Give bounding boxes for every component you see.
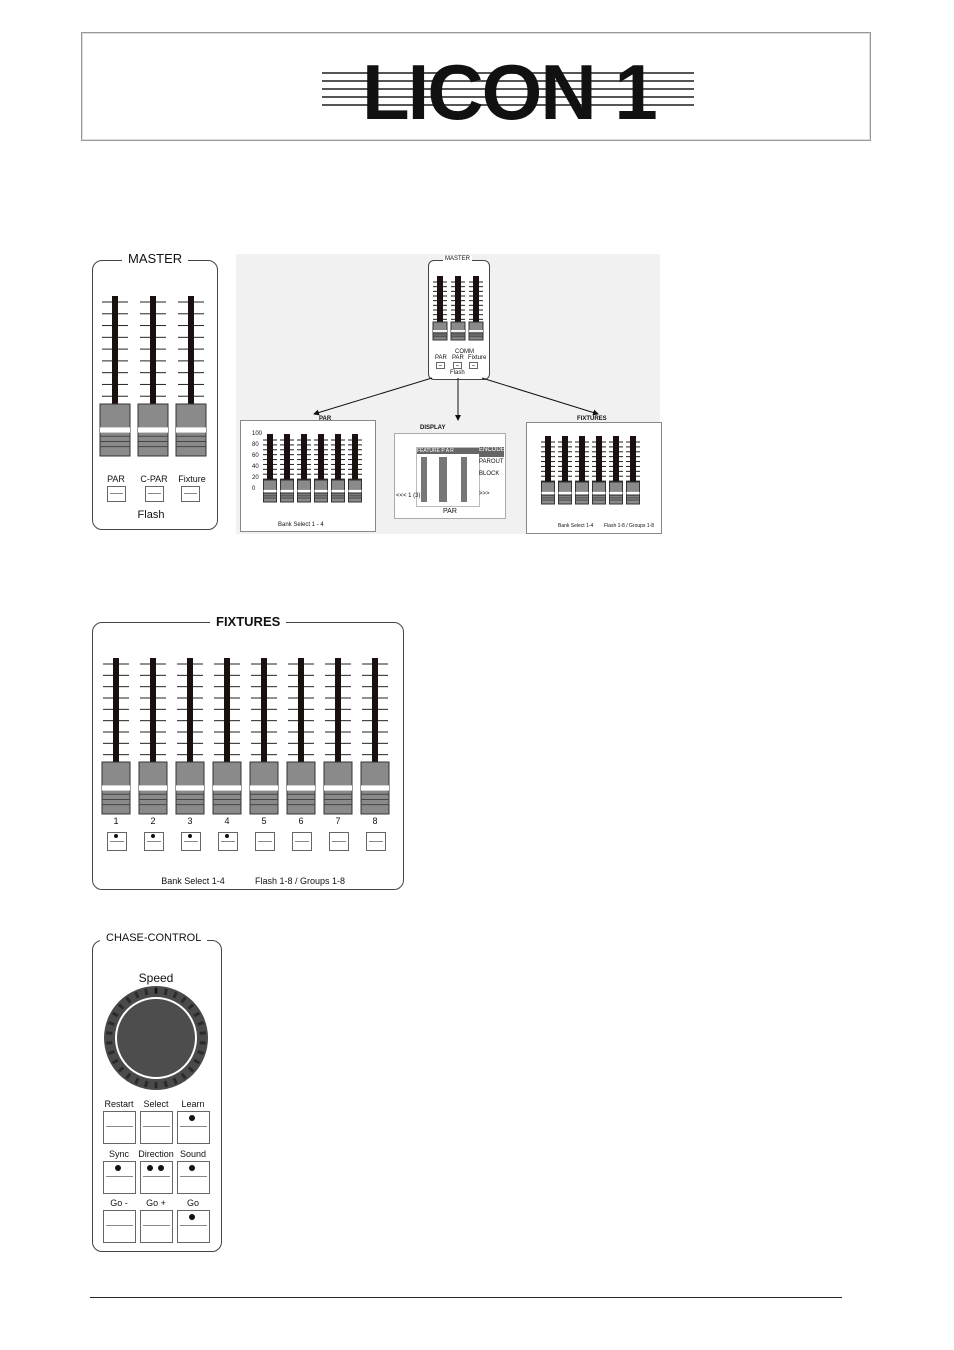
chase-label: Sync xyxy=(108,1149,129,1159)
fixture-channel-label: 4 xyxy=(224,816,230,826)
diagram-par-title: PAR xyxy=(319,416,332,422)
bank-led xyxy=(188,834,192,838)
master-btn-label-cpar: C-PAR xyxy=(140,474,168,484)
master-btn-label-par: PAR xyxy=(107,474,125,484)
fixture-channel-label: 6 xyxy=(298,816,304,826)
fixture-channel-label: 3 xyxy=(187,816,193,826)
chase-led xyxy=(189,1115,195,1121)
fixtures-footer-right: Flash 1-8 / Groups 1-8 xyxy=(254,876,346,886)
bank-led xyxy=(151,834,155,838)
chase-title: CHASE-CONTROL xyxy=(100,932,207,944)
chase-go-button[interactable] xyxy=(103,1210,136,1243)
bank-led xyxy=(225,834,229,838)
speed-label: Speed xyxy=(138,971,174,985)
chase-label: Direction xyxy=(138,1149,174,1159)
fixtures-title: FIXTURES xyxy=(210,614,286,629)
fixture-flash-button-6[interactable] xyxy=(292,832,312,851)
chase-led xyxy=(115,1165,121,1171)
fixture-channel-label: 5 xyxy=(261,816,267,826)
master-par-button[interactable] xyxy=(107,486,126,502)
diagram-fixtures-footer-left: Bank Select 1-4 xyxy=(558,523,594,529)
master-btn-label-fixture: Fixture xyxy=(178,474,206,484)
fixture-flash-button-8[interactable] xyxy=(366,832,386,851)
fixture-flash-button-7[interactable] xyxy=(329,832,349,851)
fixtures-faders xyxy=(96,652,396,818)
licon-logo xyxy=(322,53,694,125)
diagram-par-scale: 100 80 60 40 20 0 xyxy=(252,431,263,492)
bank-led xyxy=(114,834,118,838)
diagram-master-btn2: PAR xyxy=(452,355,464,361)
diagram-fixtures-footer-right: Flash 1-8 / Groups 1-8 xyxy=(604,523,655,529)
fixtures-footer-left: Bank Select 1-4 xyxy=(161,876,225,886)
chase-led xyxy=(189,1214,195,1220)
chase-label: Go xyxy=(186,1198,199,1208)
master-cpar-button[interactable] xyxy=(145,486,164,502)
fixture-channel-label: 7 xyxy=(335,816,341,826)
chase-led xyxy=(158,1165,164,1171)
diagram-master-key1 xyxy=(436,362,445,369)
diagram-master-key2 xyxy=(453,362,462,369)
speed-knob[interactable] xyxy=(101,986,211,1090)
footer-rule xyxy=(90,1297,842,1298)
chase-led xyxy=(147,1165,153,1171)
chase-restart-button[interactable] xyxy=(103,1111,136,1144)
chase-label: Go + xyxy=(146,1198,166,1208)
diagram-master-btn1: PAR xyxy=(435,355,447,361)
diagram-fixtures-title: FIXTURES xyxy=(577,416,607,422)
chase-label: Go - xyxy=(110,1198,128,1208)
diagram-master-footer: Flash xyxy=(450,370,465,376)
master-footer: Flash xyxy=(137,509,165,521)
chase-label: Select xyxy=(143,1099,169,1109)
fixture-channel-label: 1 xyxy=(113,816,119,826)
diagram-display-footer: PAR xyxy=(443,508,457,515)
diagram-master-key3 xyxy=(469,362,478,369)
master-fixture-button[interactable] xyxy=(181,486,200,502)
chase-label: Sound xyxy=(179,1149,207,1159)
chase-label: Restart xyxy=(104,1099,134,1109)
diagram-master-faders xyxy=(430,272,486,342)
chase-select-button[interactable] xyxy=(140,1111,173,1144)
master-faders xyxy=(96,290,214,460)
diagram-fixtures-faders xyxy=(536,432,646,522)
logo-text: LICON 1 xyxy=(362,53,656,125)
fixture-channel-label: 2 xyxy=(150,816,156,826)
diagram-master-title: MASTER xyxy=(445,256,471,262)
diagram-display-menu: ENCODE PAROUT BLOCK >>> xyxy=(479,447,505,497)
chase-go-button[interactable] xyxy=(140,1210,173,1243)
diagram-par-faders xyxy=(262,430,366,522)
diagram-master-comm: COMM xyxy=(455,349,474,355)
chase-label: Learn xyxy=(181,1099,205,1109)
diagram-master-btn3: Fixture xyxy=(468,355,487,361)
diagram-par-footer: Bank Select 1 - 4 xyxy=(278,522,324,528)
diagram-display-screen xyxy=(416,447,480,507)
fixture-flash-button-5[interactable] xyxy=(255,832,275,851)
chase-led xyxy=(189,1165,195,1171)
master-title: MASTER xyxy=(122,251,188,266)
display-header-row: FEATURE P A R xyxy=(417,448,479,454)
diagram-display-title: DISPLAY xyxy=(420,425,446,431)
chase-direction-button[interactable] xyxy=(140,1161,173,1194)
diagram-display-left: <<< 1 (3) xyxy=(396,493,421,499)
fixture-channel-label: 8 xyxy=(372,816,378,826)
